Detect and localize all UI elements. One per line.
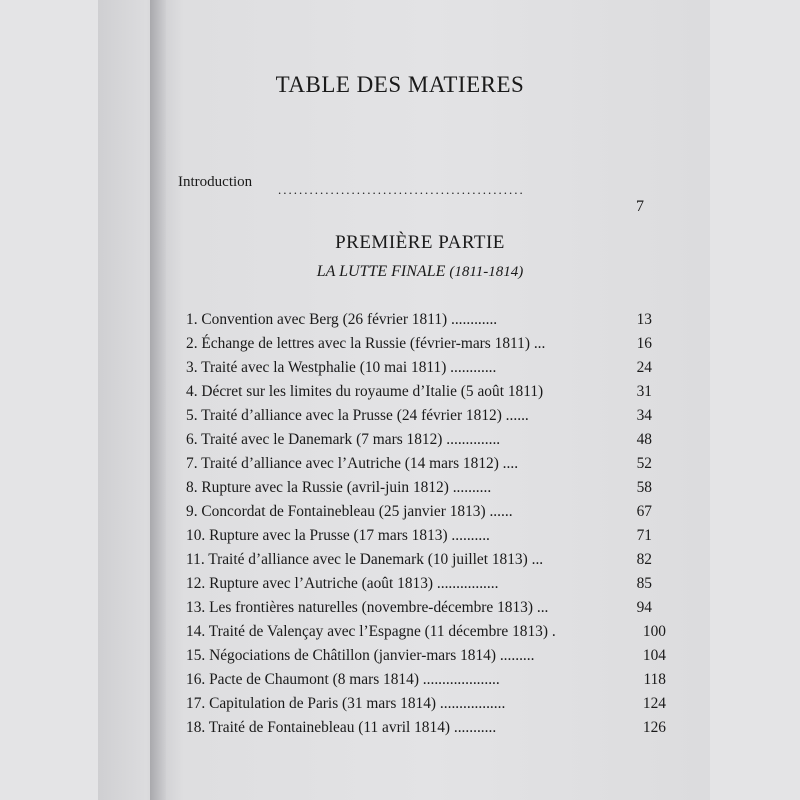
page-gutter-shadow xyxy=(150,0,166,800)
toc-entry-title: 13. Les frontières naturelles (novembre-décembre 1813) ... xyxy=(186,599,549,616)
toc-entry-page-number: 48 xyxy=(636,431,652,448)
toc-entry-page-number: 71 xyxy=(636,527,652,544)
toc-entry[interactable] xyxy=(186,716,666,740)
page-title: TABLE DES MATIERES xyxy=(275,72,525,97)
toc-entry[interactable] xyxy=(186,668,666,692)
toc-entry[interactable] xyxy=(186,644,666,668)
toc-entry[interactable] xyxy=(186,332,666,356)
toc-entry-page-number: 85 xyxy=(636,575,652,592)
toc-entry-page-number: 94 xyxy=(636,599,652,616)
toc-entry-title: 16. Pacte de Chaumont (8 mars 1814) .................... xyxy=(186,671,500,688)
toc-entry-title: 10. Rupture avec la Prusse (17 mars 1813) .......... xyxy=(186,527,490,544)
toc-entry-page-number: 100 xyxy=(642,623,666,640)
toc-entry[interactable] xyxy=(186,428,666,452)
toc-entry[interactable] xyxy=(186,308,666,332)
toc-introduction[interactable] xyxy=(178,174,658,218)
toc-entry-title: 17. Capitulation de Paris (31 mars 1814) ................. xyxy=(186,695,506,712)
toc-entry[interactable] xyxy=(186,620,666,644)
toc-entry-page-number: 31 xyxy=(636,383,652,400)
toc-entry[interactable] xyxy=(186,404,666,428)
toc-entry-page-number: 118 xyxy=(643,671,666,688)
toc-entry-title: 3. Traité avec la Westphalie (10 mai 1811) ............ xyxy=(186,359,497,376)
toc-entry[interactable] xyxy=(186,356,666,380)
toc-entry-title: 18. Traité de Fontainebleau (11 avril 1814) ........... xyxy=(186,719,497,736)
introduction-page-number: 7 xyxy=(636,198,644,215)
toc-entry-title: 12. Rupture avec l’Autriche (août 1813) ................ xyxy=(186,575,499,592)
toc-entry-title: 5. Traité d’alliance avec la Prusse (24 février 1812) ...... xyxy=(186,407,529,424)
introduction-label: Introduction xyxy=(178,174,253,190)
toc-entry-page-number: 24 xyxy=(636,359,652,376)
toc-entry[interactable] xyxy=(186,524,666,548)
toc-entry-title: 6. Traité avec le Danemark (7 mars 1812) .............. xyxy=(186,431,501,448)
toc-entry-title: 8. Rupture avec la Russie (avril-juin 1812) .......... xyxy=(186,479,492,496)
toc-entry[interactable] xyxy=(186,380,666,404)
toc-entry-title: 14. Traité de Valençay avec l’Espagne (11 décembre 1813) . xyxy=(186,623,556,640)
toc-entry-title: 9. Concordat de Fontainebleau (25 janvier 1813) ...... xyxy=(186,503,513,520)
toc-entry-page-number: 67 xyxy=(636,503,652,520)
toc-entry-page-number: 13 xyxy=(636,311,652,328)
toc-entry-page-number: 34 xyxy=(636,407,652,424)
toc-entry-title: 1. Convention avec Berg (26 février 1811) ............ xyxy=(186,311,498,328)
toc-entry-page-number: 104 xyxy=(642,647,666,664)
toc-entry-page-number: 124 xyxy=(642,695,666,712)
toc-entry-title: 4. Décret sur les limites du royaume d’Italie (5 août 1811) xyxy=(186,383,544,400)
part-subtitle-text: LA LUTTE FINALE xyxy=(316,263,446,280)
toc-entry[interactable] xyxy=(186,476,666,500)
toc-entry[interactable] xyxy=(186,548,666,572)
toc-entry[interactable] xyxy=(186,572,666,596)
toc-entry-page-number: 58 xyxy=(636,479,652,496)
introduction-leader-dots: ............................................... xyxy=(278,182,525,197)
toc-entry[interactable] xyxy=(186,452,666,476)
toc-entry-title: 15. Négociations de Châtillon (janvier-mars 1814) ......... xyxy=(186,647,535,664)
toc-entry-page-number: 52 xyxy=(636,455,652,472)
toc-entry-page-number: 16 xyxy=(636,335,652,352)
toc-entry[interactable] xyxy=(186,692,666,716)
toc-entry[interactable] xyxy=(186,596,666,620)
toc-entry-page-number: 82 xyxy=(636,551,652,568)
toc-list xyxy=(186,308,666,740)
toc-entry-page-number: 126 xyxy=(642,719,666,736)
toc-entry-title: 11. Traité d’alliance avec le Danemark (10 juillet 1813) ... xyxy=(186,551,544,568)
toc-entry[interactable] xyxy=(186,500,666,524)
toc-entry-title: 7. Traité d’alliance avec l’Autriche (14 mars 1812) .... xyxy=(186,455,519,472)
part-subtitle-range: (1811-1814) xyxy=(449,264,524,280)
part-title: PREMIÈRE PARTIE xyxy=(335,232,505,253)
toc-entry-title: 2. Échange de lettres avec la Russie (février-mars 1811) ... xyxy=(186,335,546,352)
part-subtitle xyxy=(0,263,800,281)
